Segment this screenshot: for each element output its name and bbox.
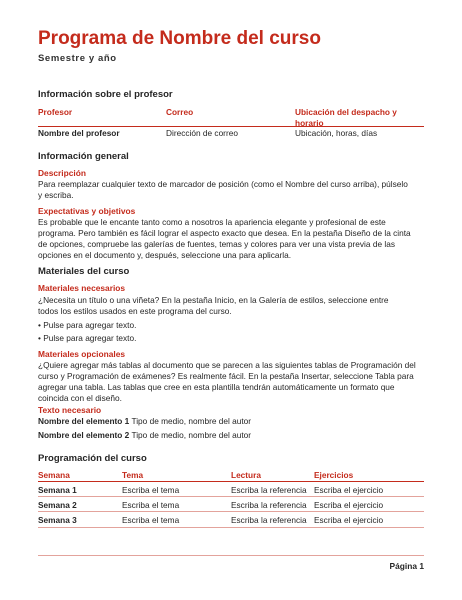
schedule-cell: Escriba el ejercicio (314, 515, 384, 525)
schedule-col-exercises: Ejercicios (314, 470, 354, 480)
bullet-text: Pulse para agregar texto. (43, 333, 137, 343)
general-heading: Información general (38, 151, 129, 162)
description-label: Descripción (38, 168, 86, 178)
expectations-text: Es probable que le encante tanto como a nosotros la apariencia elegante y profesional de este programa. Pero también es fácil lograr el aspecto exacto que desea. En la pestaña Diseño de la cinta de opciones, compruebe las galerías de fuentes, temas y colores para ver una vista previa de las opciones en el documento y, después, seleccione una para aplicarla. (38, 217, 411, 260)
schedule-cell: Escriba la referencia (231, 515, 307, 525)
bullet-item[interactable] (38, 320, 136, 330)
schedule-cell: Escriba el tema (122, 500, 180, 510)
schedule-heading: Programación del curso (38, 453, 147, 464)
footer-rule (38, 555, 424, 556)
professor-col-name: Profesor (38, 107, 73, 117)
bullet-icon: • (38, 333, 41, 343)
schedule-cell: Semana 3 (38, 515, 77, 525)
schedule-cell: Escriba el tema (122, 485, 180, 495)
professor-email: Dirección de correo (166, 128, 238, 138)
page-title: Programa de Nombre del curso (38, 28, 321, 49)
description-text: Para reemplazar cualquier texto de marcador de posición (como el Nombre del curso arriba), púlselo y escriba. (38, 179, 408, 200)
required-text-item (38, 430, 251, 441)
professor-table-rule (38, 126, 424, 127)
required-text-item (38, 416, 251, 427)
schedule-row-rule (38, 496, 424, 497)
schedule-col-topic: Tema (122, 470, 144, 480)
expectations-label: Expectativas y objetivos (38, 206, 136, 216)
schedule-cell: Escriba el ejercicio (314, 485, 384, 495)
professor-col-office: Ubicación del despacho y horario (295, 107, 397, 128)
schedule-row-rule (38, 511, 424, 512)
schedule-cell: Semana 1 (38, 485, 77, 495)
item-name: Nombre del elemento 1 (38, 416, 130, 426)
item-name: Nombre del elemento 2 (38, 430, 130, 440)
schedule-col-week: Semana (38, 470, 70, 480)
schedule-header-rule (38, 481, 424, 482)
required-texts-label: Texto necesario (38, 405, 102, 415)
page-subtitle: Semestre y año (38, 53, 117, 64)
optional-materials-text: ¿Quiere agregar más tablas al documento que se parecen a las siguientes tablas de Programación del curso y Programación de exámenes? Es realmente fácil. En la pestaña Insertar, seleccione Tabla para agregar una tabla. Las tablas que cree en esta plantilla tendrán automáticamente un formato que coincida con el diseño. (38, 360, 416, 403)
professor-name: Nombre del profesor (38, 128, 120, 138)
schedule-cell: Escriba el tema (122, 515, 180, 525)
schedule-row-rule (38, 527, 424, 528)
item-detail: Tipo de medio, nombre del autor (129, 416, 252, 426)
professor-heading: Información sobre el profesor (38, 89, 173, 100)
bullet-icon: • (38, 320, 41, 330)
schedule-cell: Escriba el ejercicio (314, 500, 384, 510)
item-detail: Tipo de medio, nombre del autor (129, 430, 252, 440)
schedule-cell: Escriba la referencia (231, 485, 307, 495)
optional-materials-label: Materiales opcionales (38, 349, 126, 359)
professor-col-email: Correo (166, 107, 194, 117)
schedule-cell: Semana 2 (38, 500, 77, 510)
professor-office: Ubicación, horas, días (295, 128, 378, 138)
page-number: Página 1 (389, 561, 424, 571)
schedule-cell: Escriba la referencia (231, 500, 307, 510)
materials-heading: Materiales del curso (38, 266, 130, 277)
schedule-col-reading: Lectura (231, 470, 261, 480)
required-materials-label: Materiales necesarios (38, 283, 126, 293)
required-materials-text: ¿Necesita un título o una viñeta? En la pestaña Inicio, en la Galería de estilos, seleccione entre todos los estilos usados en este programa del curso. (38, 295, 389, 316)
bullet-item[interactable] (38, 333, 136, 343)
bullet-text: Pulse para agregar texto. (43, 320, 137, 330)
